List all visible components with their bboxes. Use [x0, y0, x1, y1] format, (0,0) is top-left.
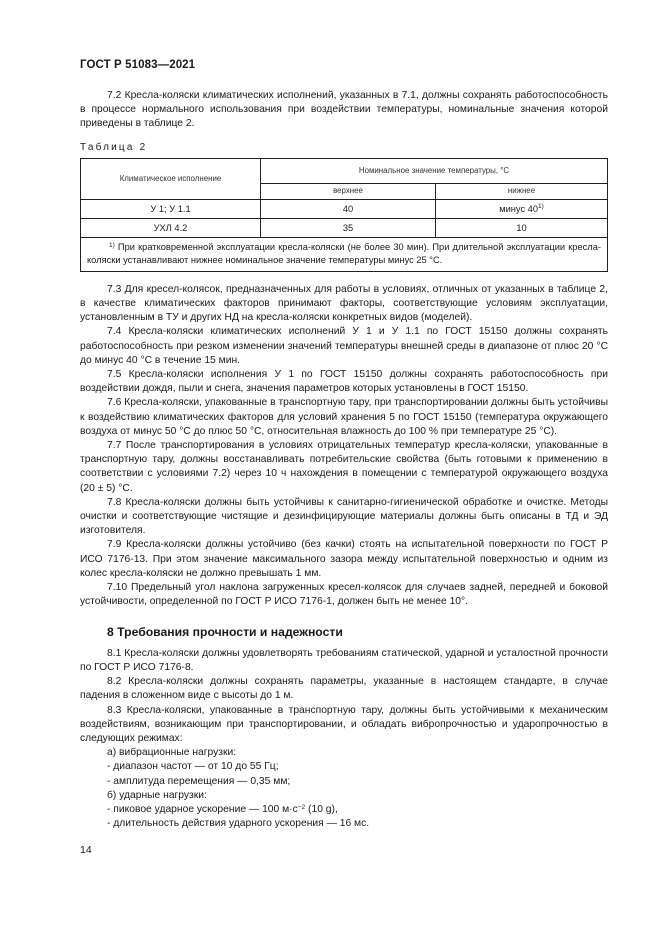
- table-footnote: [81, 237, 608, 271]
- standard-header: ГОСТ Р 51083—2021: [80, 59, 196, 71]
- paragraph-8-2: 8.2 Кресла-коляски должны сохранять параметры, указанные в настоящем стандарте, в случае падения в сложенном виде с высоты до 1 м.: [80, 676, 608, 702]
- paragraph-8-1: 8.1 Кресла-коляски должны удовлетворять требованиям статической, ударной и усталостной прочности по ГОСТ Р ИСО 7176-8.: [80, 647, 608, 673]
- exponent: −2: [297, 803, 306, 811]
- col-header-temperature: Номинальное значение температуры, °C: [261, 158, 608, 183]
- cell-upper: 40: [261, 199, 436, 218]
- footnote-mark: 1): [109, 241, 115, 249]
- list-item: а) вибрационные нагрузки:: [107, 747, 237, 759]
- paragraph-7-7: 7.7 После транспортирования в условиях отрицательных температур кресла-коляски, упакованные в транспортную тару, должны восстанавливать потребительские свойства (быть готовыми к применению в соответствии с условиями 7.2) через 10 ч нахождения в помещении с температурой окружающего воздуха (20 ± 5) °C.: [80, 440, 608, 494]
- list-item: - амплитуда перемещения — 0,35 мм;: [107, 775, 291, 787]
- list-item: [80, 803, 608, 817]
- paragraph-7-3: 7.3 Для кресел-колясок, предназначенных для работы в условиях, отличных от указанных в таблице 2, в качестве климатических факторов принимают факторы, соответствующие условиям эксплуатации, установленным в ТУ и других НД на кресла-коляски конкретных видов (моделей).: [80, 283, 608, 324]
- list-item-tail: (10 g),: [305, 803, 338, 815]
- paragraph-7-9: 7.9 Кресла-коляски должны устойчиво (без качки) стоять на испытательной поверхности по ГОСТ Р ИСО 7176-13. При этом значение максимального зазора между испытательной поверхностью и одним из колес кресла-коляски не должно превышать 1 мм.: [80, 539, 608, 579]
- paragraphs-section-7: [80, 283, 608, 610]
- cell-exec: У 1; У 1.1: [81, 199, 261, 218]
- page-number: 14: [80, 844, 92, 856]
- footnote-mark: 1): [538, 202, 544, 210]
- paragraph-8-3: 8.3 Кресла-коляски, упакованные в транспортную тару, должны быть устойчивыми к механическим воздействиям, возникающим при транспортировании, и обладать вибропрочностью и ударопрочностью в следующих режимах:: [80, 704, 608, 744]
- table-footnote-row: [81, 237, 608, 271]
- list-item: б) ударные нагрузки:: [107, 789, 207, 801]
- paragraph-7-4: 7.4 Кресла-коляски климатических исполнений У 1 и У 1.1 по ГОСТ 15150 должны сохранять работоспособность при резком изменении значений температуры внешней среды в диапазоне от плюс 20 °C до минус 40 °C в течение 15 мин.: [80, 326, 608, 366]
- list-item: - диапазон частот — от 10 до 55 Гц;: [107, 761, 279, 773]
- cell-lower: [436, 199, 608, 218]
- paragraph-7-8: 7.8 Кресла-коляски должны быть устойчивы к санитарно-гигиенической обработке и очистке. Методы очистки и соответствующие чистящие и дезинфицирующие материалы должны быть описаны в ТД и ЭД изготовителя.: [80, 496, 608, 537]
- paragraph-7-10: 7.10 Предельный угол наклона загруженных кресел-колясок для случаев задней, передней и боковой устойчивости, определенной по ГОСТ Р ИСО 7176-1, должен быть не менее 10°.: [80, 582, 608, 608]
- list-item-text: - пиковое ударное ускорение — 100 м·с: [107, 803, 298, 815]
- paragraph-7-5: 7.5 Кресла-коляски исполнения У 1 по ГОСТ 15150 должны сохранять работоспособность при воздействии дождя, пыли и снега, значения параметров которых установлены в ГОСТ 15150.: [80, 369, 608, 395]
- section-8-title: 8 Требования прочности и надежности: [107, 625, 343, 640]
- col-header-upper: верхнее: [261, 183, 436, 199]
- footnote-text: При кратковременной эксплуатации кресла-коляски (не более 30 мин). При длительной эксплуатации кресла-коляски устанавливают нижнее номинальное значение температуры минус 25 °C.: [87, 241, 601, 266]
- table-2: [80, 158, 608, 272]
- col-header-lower: нижнее: [436, 183, 608, 199]
- document-body: [80, 89, 608, 831]
- paragraph-7-6: 7.6 Кресла-коляски, упакованные в транспортную тару, при транспортировании должны быть устойчивы к воздействию климатических факторов для условий хранения 5 по ГОСТ 15150 (температура окружающего воздуха от минус 50 °C до плюс 50 °C, относительная влажность до 100 % при температуре 25 °C).: [80, 397, 608, 437]
- cell-upper: 35: [261, 218, 436, 237]
- cell-exec: УХЛ 4.2: [81, 218, 261, 237]
- table-caption: Таблица 2: [80, 141, 148, 153]
- col-header-climatic: Климатическое исполнение: [81, 158, 261, 199]
- cell-lower-value: минус 40: [499, 203, 539, 214]
- cell-lower: 10: [436, 218, 608, 237]
- paragraph-7-2: 7.2 Кресла-коляски климатических исполнений, указанных в 7.1, должны сохранять работоспособность в процессе нормального использования при воздействии температуры, номинальные значения которой приведены в таблице 2.: [80, 90, 608, 130]
- table-row: [81, 199, 608, 218]
- table-row: [81, 218, 608, 237]
- list-item: - длительность действия ударного ускорения — 16 мс.: [107, 818, 370, 830]
